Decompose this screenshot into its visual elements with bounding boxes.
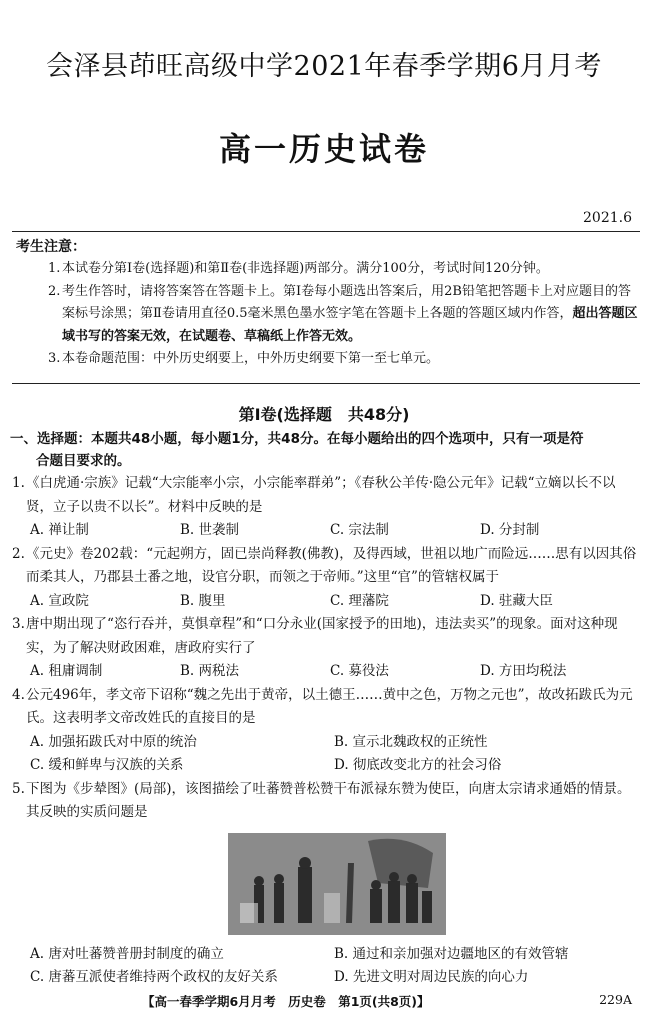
question-text: 公元496年，孝文帝下诏称“魏之先出于黄帝，以土德王……黄中之色，万物之元也”，故改拓跋氏为元氏。这表明孝文帝改姓氏的直接目的是 (26, 686, 633, 726)
question-text: 《元史》卷202载：“元起朔方，固已崇尚释教(佛教)，及得西域，世祖以地广而险远……思有以因其俗而柔其人，乃郡县土番之地，设官分职，而领之于帝师。”这里“官”的管辖权属于 (26, 545, 637, 585)
question-number: 3. (12, 616, 25, 632)
question-stem (12, 472, 638, 519)
notice-list (48, 258, 638, 371)
question-list (12, 472, 638, 990)
instructions-line: 合题目要求的。 (36, 453, 131, 469)
notice-item-text: 本卷命题范围：中外历史纲要上，中外历史纲要下第一至七单元。 (62, 351, 440, 366)
question-number: 4. (12, 686, 25, 703)
option-b: B. 宣示北魏政权的正统性 (334, 733, 488, 750)
notice-item-text-main: 考生作答时，请将答案答在答题卡上。第Ⅰ卷每小题选出答案后，用2B铅笔把答题卡上对应题目的答案标号涂黑；第Ⅱ卷请用直径0.5毫米黑色墨水签字笔在答题卡上各题的答题区域内作答， (62, 283, 631, 321)
instructions (10, 428, 638, 472)
options-row (12, 754, 638, 778)
notice-item-emphasis: 超出答题区域书写的答案无效，在试题卷、草稿纸上作答无效。 (62, 306, 638, 344)
question-text: 《白虎通·宗族》记载“大宗能率小宗，小宗能率群弟”；《春秋公羊传·隐公元年》记载“立嫡以长不以贤，立子以贵不以长”。材料中反映的是 (26, 475, 616, 515)
notice-item-number: 1. (48, 261, 61, 276)
exam-date: 2021.6 (583, 210, 632, 226)
question-5 (12, 778, 638, 990)
school-title: 会泽县茚旺高级中学2021年春季学期6月月考 (46, 51, 602, 82)
painting-image (228, 833, 446, 935)
question-stem (12, 684, 638, 731)
option-d: D. 彻底改变北方的社会习俗 (334, 757, 502, 773)
options-row (12, 731, 638, 755)
notice-title: 考生注意： (16, 239, 86, 255)
option-c: C. 募役法 (330, 663, 389, 679)
notice-item-text: 本试卷分第Ⅰ卷(选择题)和第Ⅱ卷(非选择题)两部分。满分100分，考试时间120分钟。 (62, 261, 549, 276)
option-b: B. 两税法 (180, 663, 240, 679)
question-number: 1. (12, 475, 25, 491)
question-stem (12, 778, 638, 825)
question-number: 2. (12, 545, 25, 562)
option-b: B. 世袭制 (180, 522, 240, 538)
option-a: A. 唐对吐蕃赞普册封制度的确立 (30, 945, 224, 962)
option-d: D. 分封制 (480, 522, 540, 538)
question-1 (12, 472, 638, 543)
question-4 (12, 684, 638, 778)
options-row (12, 590, 638, 614)
options-row (12, 943, 638, 967)
notice-item-number: 3. (48, 351, 61, 366)
figure-container (12, 825, 638, 943)
option-b: B. 通过和亲加强对边疆地区的有效管辖 (334, 945, 569, 962)
option-d: D. 驻藏大臣 (480, 592, 553, 609)
option-a: A. 租庸调制 (30, 663, 103, 679)
question-stem (12, 543, 638, 590)
exam-subject-title: 高一历史试卷 (218, 130, 429, 168)
notice-item-number: 2. (48, 283, 61, 299)
divider-top (12, 231, 640, 232)
question-stem (12, 613, 638, 660)
options-row (12, 966, 638, 990)
footer-code: 229A (599, 992, 632, 1007)
option-a: A. 禅让制 (30, 522, 89, 538)
question-3 (12, 613, 638, 684)
option-c: C. 缓和鲜卑与汉族的关系 (30, 757, 184, 773)
options-row (12, 519, 638, 543)
option-c: C. 唐蕃互派使者维持两个政权的友好关系 (30, 969, 278, 985)
section-title: 第Ⅰ卷(选择题 共48分) (238, 405, 410, 424)
option-d: D. 方田均税法 (480, 663, 567, 679)
option-a: A. 宣政院 (30, 592, 89, 609)
option-c: C. 理藩院 (330, 592, 389, 609)
option-c: C. 宗法制 (330, 522, 389, 538)
footer-page-info: 【高一春季学期6月月考 历史卷 第1页(共8页)】 (142, 994, 430, 1009)
options-row (12, 660, 638, 684)
question-2 (12, 543, 638, 614)
question-text: 唐中期出现了“恣行吞并，莫惧章程”和“口分永业(国家授予的田地)，违法卖买”的现象。面对这种现实，为了解决财政困难，唐政府实行了 (26, 616, 618, 656)
notice-item (48, 281, 638, 349)
option-b: B. 腹里 (180, 592, 226, 609)
notice-item (48, 258, 638, 281)
notice-item-text (62, 281, 638, 349)
option-a: A. 加强拓跋氏对中原的统治 (30, 733, 197, 750)
notice-item (48, 348, 638, 371)
divider-middle (12, 383, 640, 384)
question-number: 5. (12, 780, 25, 797)
instructions-line: 一、选择题：本题共48小题，每小题1分，共48分。在每小题给出的四个选项中，只有一项是符 (10, 431, 584, 447)
question-text: 下图为《步辇图》(局部)，该图描绘了吐蕃赞普松赞干布派禄东赞为使臣，向唐太宗请求通婚的情景。其反映的实质问题是 (26, 780, 631, 820)
option-d: D. 先进文明对周边民族的向心力 (334, 969, 529, 985)
